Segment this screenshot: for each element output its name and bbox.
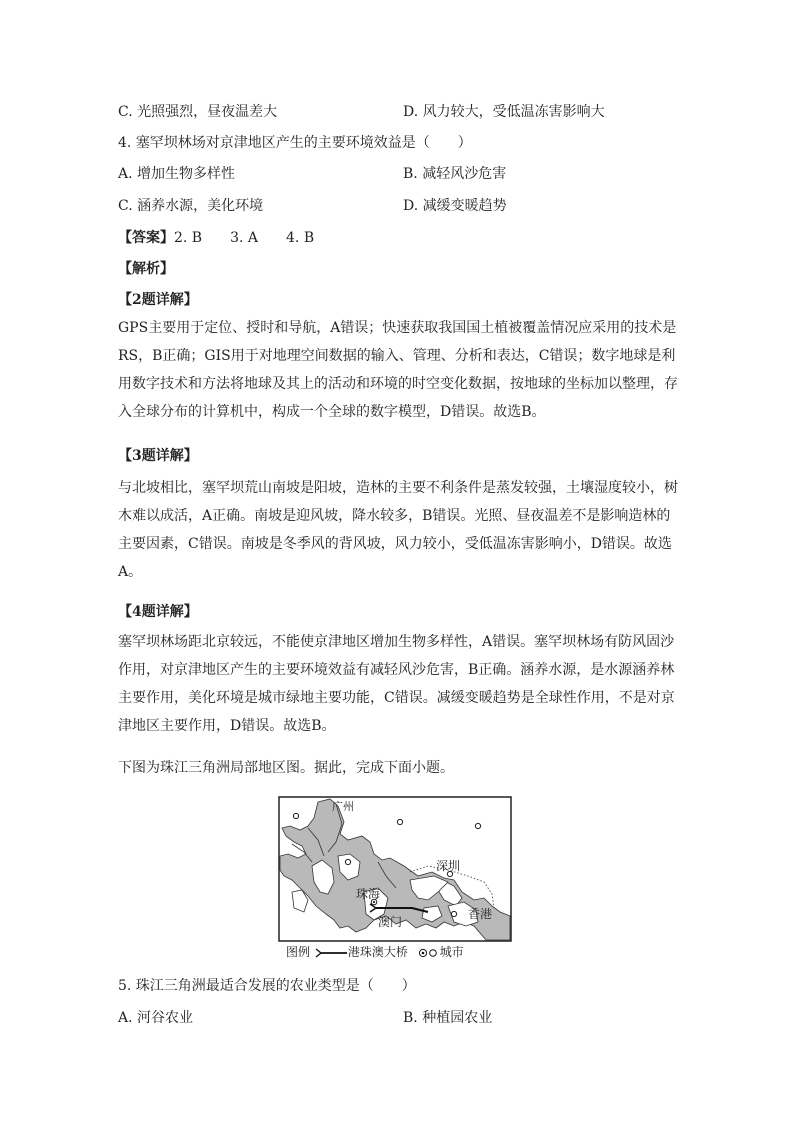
q2-detail-heading: 【2题详解】 (118, 292, 198, 308)
q5-stem: 5. 珠江三角洲最适合发展的农业类型是（ ） (118, 978, 416, 994)
q3-detail-line: 与北坡相比，塞罕坝荒山南坡是阳坡，造林的主要不利条件是蒸发较强，土壤湿度较小，树 (118, 480, 678, 496)
map-intro: 下图为珠江三角洲局部地区图。据此，完成下面小题。 (118, 760, 454, 776)
q4-option-c: C. 涵养水源，美化环境 (118, 198, 264, 214)
q3-detail-line: 木难以成活，A正确。南坡是迎风坡，降水较多，B错误。光照、昼夜温差不是影响造林的 (118, 508, 671, 524)
pearl-river-delta-map (278, 796, 512, 962)
q4-detail-line: 作用，对京津地区产生的主要环境效益有减轻风沙危害，B正确。涵养水源，是水源涵养林 (118, 662, 675, 678)
legend-prefix: 图例 (286, 945, 311, 959)
q4-stem: 4. 塞罕坝林场对京津地区产生的主要环境效益是（ ） (118, 135, 472, 151)
q2-detail-line: 用数字技术和方法将地球及其上的活动和环境的时空变化数据，按地球的坐标加以整理，存 (118, 376, 678, 392)
map-legend (286, 944, 464, 960)
answer-text: 2. B 3. A 4. B (174, 230, 315, 246)
q3-detail-body (118, 474, 678, 586)
label-guangzhou: 广州 (332, 800, 354, 813)
q2-detail-line: 入全球分布的计算机中，构成一个全球的数字模型，D错误。故选B。 (118, 404, 546, 420)
city-marker (293, 813, 298, 818)
answer-line (118, 228, 678, 248)
q5-option-a: A. 河谷农业 (118, 1010, 194, 1026)
q2-detail-body (118, 314, 678, 426)
q3-detail-line: A。 (118, 564, 143, 580)
hongkong-city-marker (451, 911, 456, 916)
q3-detail-line: 主要因素，C错误。南坡是冬季风的背风坡，风力较小，受低温冻害影响小，D错误。故选 (118, 536, 672, 552)
q3-option-d: D. 风力较大，受低温冻害影响大 (403, 104, 605, 120)
map-svg (278, 796, 512, 942)
city-marker (397, 819, 402, 824)
q4-detail-heading: 【4题详解】 (118, 604, 198, 620)
q4-detail-line: 津地区主要作用，D错误。故选B。 (118, 718, 336, 734)
analysis-label: 【解析】 (118, 261, 174, 277)
legend-city: 城市 (439, 945, 464, 959)
q4-option-a: A. 增加生物多样性 (118, 166, 236, 182)
legend-bridge-icon (314, 948, 348, 958)
q4-detail-line: 塞罕坝林场距北京较远，不能使京津地区增加生物多样性，A错误。塞罕坝林场有防风固沙 (118, 634, 675, 650)
q3-detail-heading: 【3题详解】 (118, 448, 198, 464)
label-hongkong: 香港 (468, 907, 493, 921)
q4-detail-body (118, 628, 678, 740)
q2-detail-line: RS，B正确；GIS用于对地理空间数据的输入、管理、分析和表达，C错误；数字地球是利 (118, 348, 676, 364)
legend-city-icon (418, 948, 440, 958)
label-zhuhai: 珠海 (356, 887, 381, 901)
legend-bridge: 港珠澳大桥 (347, 945, 408, 959)
q3-option-c: C. 光照强烈，昼夜温差大 (118, 104, 278, 120)
q4-detail-line: 主要作用，美化环境是城市绿地主要功能，C错误。减缓变暖趋势是全球性作用，不是对京 (118, 690, 675, 706)
city-marker (345, 859, 350, 864)
q4-option-d: D. 减缓变暖趋势 (403, 198, 507, 214)
q2-detail-line: GPS主要用于定位、授时和导航，A错误；快速获取我国国土植被覆盖情况应采用的技术是 (118, 320, 677, 336)
label-macau: 澳门 (378, 915, 403, 929)
q5-option-b: B. 种植园农业 (403, 1010, 493, 1026)
answer-label: 【答案】 (118, 230, 174, 246)
city-marker (475, 823, 480, 828)
zhuhai-city-dot (373, 901, 375, 903)
label-shenzhen: 深圳 (436, 859, 461, 873)
q4-option-b: B. 减轻风沙危害 (403, 166, 507, 182)
